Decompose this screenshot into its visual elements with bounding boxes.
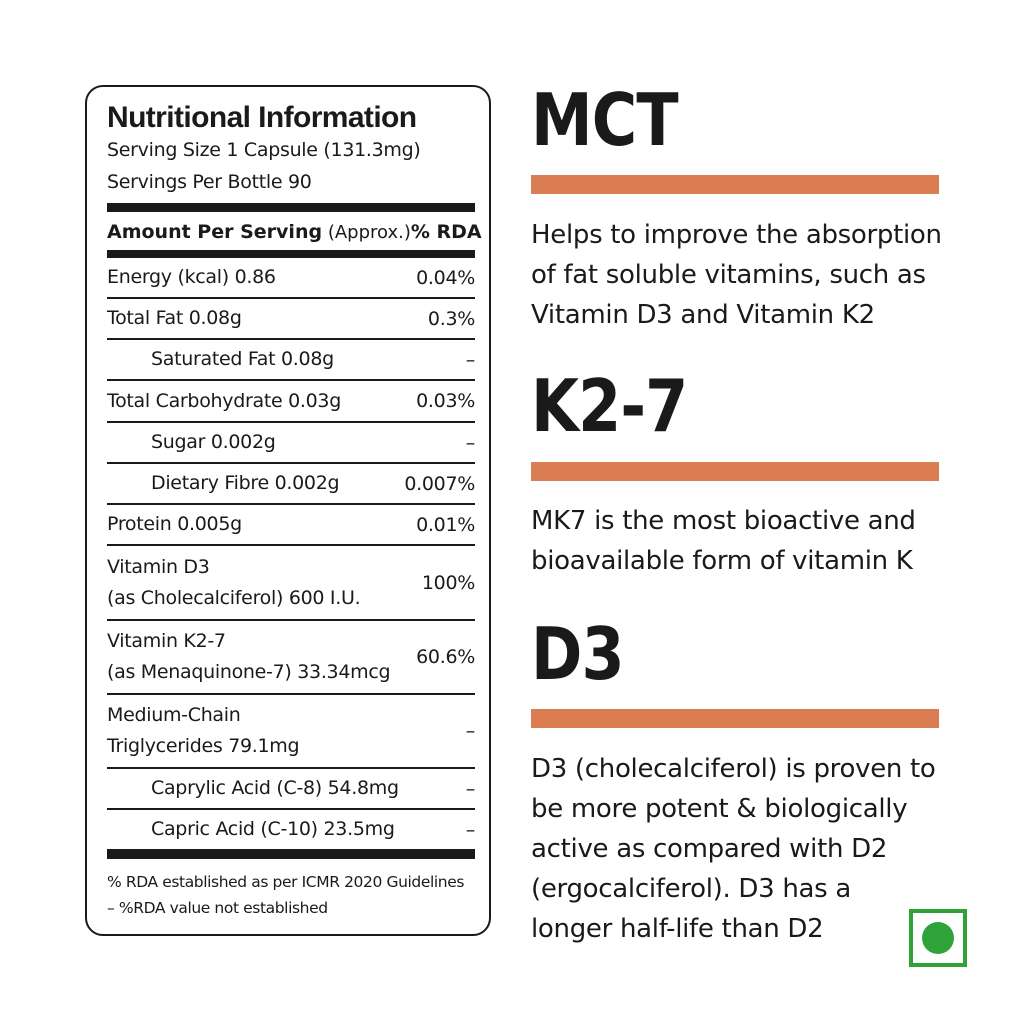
nutrient-rda: 0.01% (416, 513, 475, 536)
nutrient-label-sub: Triglycerides 79.1mg (107, 735, 300, 757)
nutrient-label: Energy (kcal) 0.86 (107, 266, 276, 288)
nutrient-rda: – (465, 431, 475, 454)
nutrient-row-caprylic-acid (107, 769, 475, 810)
nutrient-label: Capric Acid (C-10) 23.5mg (151, 818, 395, 840)
description-line: active as compared with D2 (531, 834, 888, 864)
footnote-dash: – %RDA value not established (107, 899, 328, 917)
amount-per-serving-label: Amount Per Serving (107, 221, 323, 243)
nutrient-row-energy (107, 258, 475, 299)
description-line: D3 (cholecalciferol) is proven to (531, 754, 936, 784)
nutrient-label: Sugar 0.002g (151, 431, 276, 453)
description-line: MK7 is the most bioactive and (531, 506, 916, 536)
description-d3 (531, 749, 951, 949)
nutrient-rda: 0.04% (416, 266, 475, 289)
nutrient-rda: – (465, 348, 475, 371)
nutrient-label-sub: (as Menaquinone-7) 33.34mcg (107, 661, 391, 683)
description-line: (ergocalciferol). D3 has a (531, 874, 852, 904)
accent-stripe-d3 (531, 709, 939, 728)
nutrient-label: Dietary Fibre 0.002g (151, 472, 340, 494)
nutrient-row-protein (107, 505, 475, 546)
description-line: Helps to improve the absorption (531, 220, 942, 250)
description-line: longer half-life than D2 (531, 914, 824, 944)
nutrient-row-mct (107, 695, 475, 769)
nutrient-label: Medium-Chain (107, 704, 241, 726)
vegetarian-mark-icon (909, 909, 967, 967)
nutrient-rda: 100% (421, 571, 475, 594)
nutrient-label: Vitamin D3 (107, 555, 210, 578)
description-line: be more potent & biologically (531, 794, 908, 824)
nutrition-title: Nutritional Information (107, 101, 417, 134)
thick-divider-header (107, 250, 475, 258)
description-line: of fat soluble vitamins, such as (531, 260, 926, 290)
nutrient-rda: – (465, 777, 475, 800)
nutrient-rda: 60.6% (416, 646, 475, 668)
nutrition-facts-panel (85, 85, 491, 936)
description-k2-7 (531, 501, 951, 581)
heading-mct: MCT (531, 78, 678, 162)
nutrient-label: Protein 0.005g (107, 513, 242, 535)
servings-per-bottle: Servings Per Bottle 90 (107, 171, 312, 193)
accent-stripe-mct (531, 175, 939, 194)
nutrient-rda: 0.03% (416, 390, 475, 412)
description-line: bioavailable form of vitamin K (531, 546, 913, 576)
nutrient-rda: 0.007% (404, 472, 475, 495)
serving-size: Serving Size 1 Capsule (131.3mg) (107, 139, 421, 161)
nutrient-row-dietary-fibre (107, 464, 475, 505)
heading-k2-7: K2-7 (531, 364, 688, 448)
amount-per-serving-header (107, 217, 482, 247)
approx-label: (Approx.) (327, 222, 411, 243)
nutrient-row-vitamin-k2-7 (107, 621, 475, 695)
description-mct (531, 215, 951, 335)
nutrient-label: Vitamin K2-7 (107, 630, 226, 652)
nutrient-label: Total Fat 0.08g (107, 307, 242, 329)
nutrient-row-total-carbohydrate (107, 381, 475, 423)
nutrient-label: Total Carbohydrate 0.03g (107, 389, 341, 412)
nutrient-row-total-fat (107, 299, 475, 340)
thick-divider-bottom (107, 849, 475, 859)
nutrient-row-capric-acid (107, 810, 475, 849)
nutrient-label-sub: (as Cholecalciferol) 600 I.U. (107, 586, 361, 609)
nutrient-rda: 0.3% (427, 307, 475, 330)
nutrient-row-sugar (107, 423, 475, 464)
heading-d3: D3 (531, 612, 624, 696)
footnote-rda: % RDA established as per ICMR 2020 Guidelines (107, 873, 465, 891)
thick-divider-top (107, 203, 475, 212)
nutrient-row-saturated-fat (107, 340, 475, 381)
nutrient-label: Saturated Fat 0.08g (151, 348, 334, 370)
nutrient-row-vitamin-d3 (107, 546, 475, 621)
nutrient-rda: – (465, 818, 475, 841)
description-line: Vitamin D3 and Vitamin K2 (531, 300, 875, 330)
nutrient-label: Caprylic Acid (C-8) 54.8mg (151, 777, 399, 799)
nutrient-rda: – (465, 720, 475, 742)
rda-header: % RDA (410, 221, 482, 243)
accent-stripe-k2-7 (531, 462, 939, 481)
vegetarian-dot (922, 922, 954, 954)
